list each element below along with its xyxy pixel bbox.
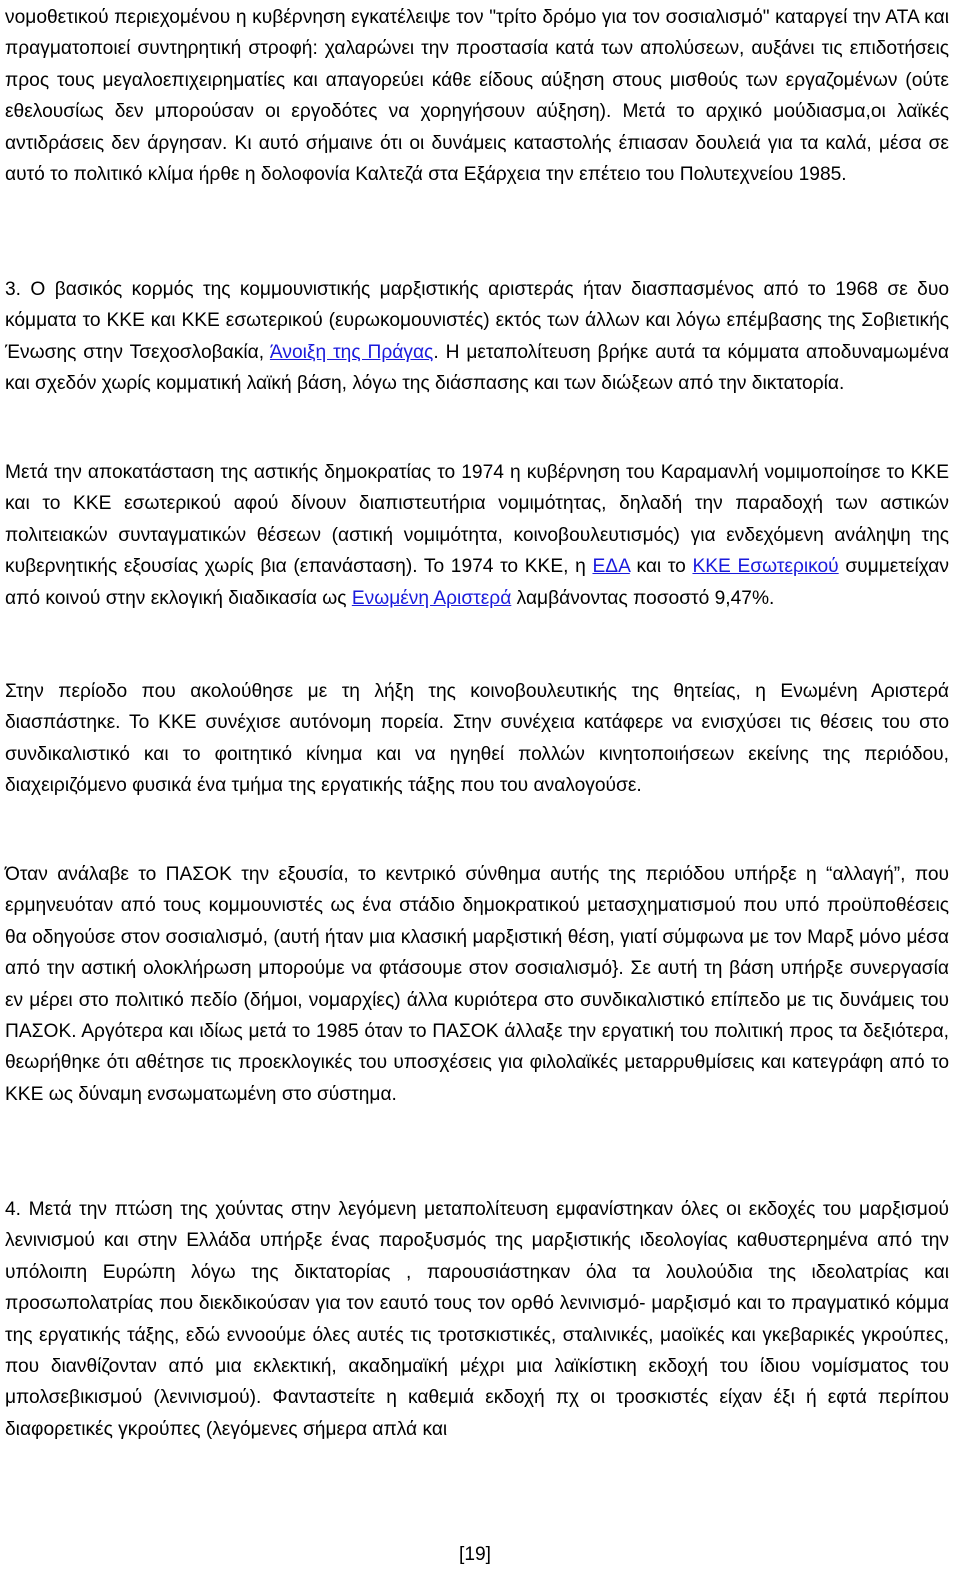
paragraph-pasok-change xyxy=(5,859,949,1110)
text-segment: συμμετείχαν από κοινού στην εκλογική διαδικασία ως xyxy=(5,556,949,609)
link-eda[interactable]: ΕΔΑ xyxy=(592,556,630,578)
paragraph-marxist-groups xyxy=(5,1194,949,1445)
link-kke-esoterikou[interactable]: ΚΚΕ Εσωτερικού xyxy=(692,556,839,578)
text-segment: Όταν ανάλαβε το ΠΑΣΟΚ την εξουσία, το κεντρικό σύνθημα αυτής της περιόδου υπήρξε η “αλλαγή”, που ερμηνευόταν από τους κομμουνιστές ως ένα στάδιο δημοκρατικού μετασχηματισμού που υπό προϋποθέσεις θα οδηγούσε στον σοσιαλισμό, (αυτή ήταν μια κλασική μαρξιστική θέση, γιατί σύμφωνα με τον Μαρξ μόνο μέσα από την αστική ολοκλήρωση μπορούμε να φτάσουμε στον σοσιαλισμό}. Σε αυτή τη βάση υπήρξε συνεργασία εν μέρει στο πολιτικό πεδίο (δήμοι, νομαρχίες) άλλα κυριότερα στο συνδικαλιστικό επίπεδο με τις δυνάμεις του ΠΑΣΟΚ. Αργότερα και ιδίως μετά το 1985 όταν το ΠΑΣΟΚ άλλαξε την εργατική του πολιτική προς τα δεξιότερα, θεωρήθηκε ότι αθέτησε τις προεκλογικές του υποσχέσεις για φιλολαϊκές μεταρρυθμίσεις και κατεγράφη από το ΚΚΕ ως δύναμη ενσωματωμένη στο σύστημα. xyxy=(5,864,949,1105)
paragraph-communist-split xyxy=(5,274,949,400)
text-segment: Μετά την αποκατάσταση της αστικής δημοκρατίας το 1974 η κυβέρνηση του Καραμανλή νομιμοποίησε το ΚΚΕ και το ΚΚΕ εσωτερικού αφού δίνουν διαπιστευτήρια νομιμότητας, δηλαδή την παραδοχή των αστικών πολιτειακών συνταγματικών θέσεων (αστική νομιμότητα, κοινοβουλευτισμός) για ενδεχόμενη ανάληψη της κυβερνητικής εξουσίας χωρίς βια (επανάσταση). Το 1974 το ΚΚΕ, η xyxy=(5,462,949,578)
text-segment: λαμβάνοντας ποσοστό 9,47%. xyxy=(511,587,775,609)
text-segment: και το xyxy=(629,556,693,578)
text-segment: . Η μεταπολίτευση βρήκε αυτά τα κόμματα αποδυναμωμένα και σχεδόν χωρίς κομματική λαϊκή βάση, λόγω της διάσπασης και των διώξεων από την δικτατορία. xyxy=(5,341,949,395)
text-segment: 3. Ο βασικός κορμός της κομμουνιστικής μαρξιστικής αριστεράς ήταν διασπασμένος από το 1968 σε δυο κόμματα το ΚΚΕ και ΚΚΕ εσωτερικού (ευρωκομουνιστές) εκτός των άλλων και λόγω επέμβασης της Σοβιετικής Ένωσης στην Τσεχοσλοβακία, xyxy=(5,279,949,363)
paragraph-government-policy xyxy=(5,2,949,190)
paragraph-united-left-split xyxy=(5,676,949,802)
text-segment: 4. Μετά την πτώση της χούντας στην λεγόμενη μεταπολίτευση εμφανίστηκαν όλες οι εκδοχές του μαρξισμού λενινισμού και στην Ελλάδα υπήρξε ένας παροξυσμός της μαρξιστικής ιδεολογίας καθυστερημένα από την υπόλοιπη Ευρώπη λόγω της δικτατορίας , παρουσιάστηκαν όλα τα λουλούδια της ιδεολατρίας και προσωπολατρίας που διεκδικούσαν για τον εαυτό τους τον ορθό λενινισμό- μαρξισμό και το πραγματικό κόμμα της εργατικής τάξης, εδώ εννοούμε όλες αυτές τις τροτσκιστικές, σταλινικές, μαοϊκές και γκεβαρικές γκρούπες, που διανθίζονταν από μια εκλεκτική, ακαδημαϊκή μέχρι μια λαϊκίστικη εκδοχή του ίδιου νομίσματος του μπολσεβικισμού (λενινισμού). Φανταστείτε η καθεμιά εκδοχή πχ οι τροσκιστές είχαν έξι ή εφτά περίπου διαφορετικές γκρούπες (λεγόμενες σήμερα απλά και xyxy=(5,1199,949,1440)
paragraph-restoration-democracy xyxy=(5,457,949,614)
text-segment: νομοθετικού περιεχομένου η κυβέρνηση εγκατέλειψε τον "τρίτο δρόμο για τον σοσιαλισμό" καταργεί την ΑΤΑ και πραγματοποιεί συντηρητική στροφή: χαλαρώνει την προστασία κατά των απολύσεων, αυξάνει τις επιδοτήσεις προς τους μεγαλοεπιχειρηματίες και απαγορεύει κάθε είδους αύξηση στους μισθούς των εργαζομένων (ούτε εθελουσίως δεν μπορούσαν οι εργοδότες να χορηγήσουν αύξηση). Μετά το αρχικό μούδιασμα,οι λαϊκές αντιδράσεις δεν άργησαν. Κι αυτό σήμαινε ότι οι δυνάμεις καταστολής έπιασαν δουλειά για τα καλά, μέσα σε αυτό το πολιτικό κλίμα ήρθε η δολοφονία Καλτεζά στα Εξάρχεια την επέτειο του Πολυτεχνείου 1985. xyxy=(5,7,949,186)
page-number: [19] xyxy=(458,1544,491,1565)
text-segment: Στην περίοδο που ακολούθησε με τη λήξη της κοινοβουλευτικής της θητείας, η Ενωμένη Αριστερά διασπάστηκε. Το ΚΚΕ συνέχισε αυτόνομη πορεία. Στην συνέχεια κατάφερε να ενισχύσει τις θέσεις του στο συνδικαλιστικό και το φοιτητικό κίνημα και να ηγηθεί πολλών κινητοποιήσεων εκείνης της περιόδου, διαχειριζόμενο φυσικά ένα τμήμα της εργατικής τάξης που του αναλογούσε. xyxy=(5,681,949,797)
link-prague-spring[interactable]: Άνοιξη της Πράγας xyxy=(269,341,434,363)
link-united-left[interactable]: Ενωμένη Αριστερά xyxy=(351,587,512,609)
